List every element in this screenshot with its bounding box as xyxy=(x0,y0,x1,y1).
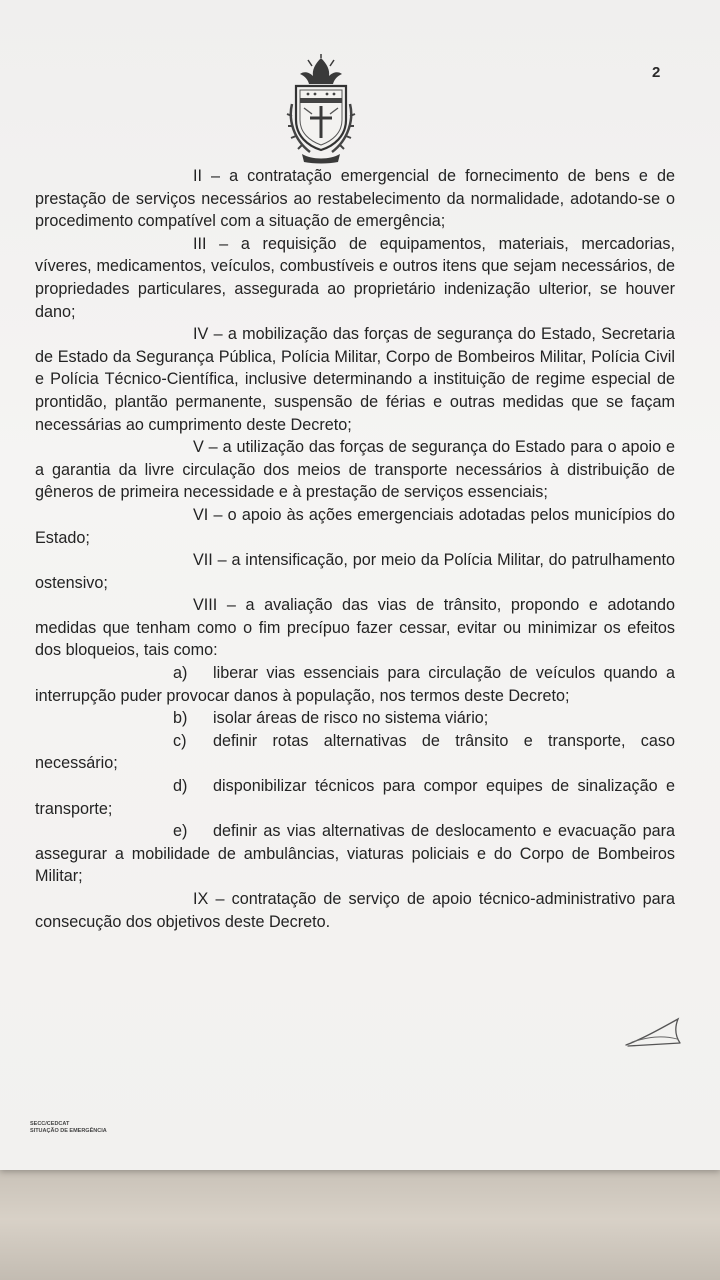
alinea-text: disponibilizar técnicos para compor equipes de sinalização e transporte; xyxy=(35,777,675,818)
state-coat-of-arms-icon xyxy=(282,54,360,164)
inciso-vi: VI – o apoio às ações emergenciais adotadas pelos municípios do Estado; xyxy=(35,505,675,547)
inciso-viii: VIII – a avaliação das vias de trânsito, propondo e adotando medidas que tenham como o fim precípuo fazer cessar, evitar ou minimizar os efeitos dos bloqueios, tais como: xyxy=(35,596,675,660)
handwritten-initial-icon xyxy=(622,1015,686,1051)
alinea-label: a) xyxy=(173,664,188,683)
inciso-ii: II – a contratação emergencial de fornecimento de bens e de prestação de serviços necessários ao restabelecimento da normalidade, adotando-se o procedimento compatível com a situação de emergência; xyxy=(35,167,675,231)
document-footer xyxy=(30,1121,107,1135)
alinea-text: definir as vias alternativas de deslocamento e evacuação para assegurar a mobilidade de ambulâncias, viaturas policiais e do Corpo de Bombeiros Militar; xyxy=(35,822,675,886)
alinea-label: d) xyxy=(173,777,188,796)
alinea-text: liberar vias essenciais para circulação de veículos quando a interrupção puder provocar danos à população, nos termos deste Decreto; xyxy=(35,664,675,705)
alinea-b xyxy=(35,707,675,730)
alinea-label: e) xyxy=(173,822,188,841)
inciso-ix: IX – contratação de serviço de apoio técnico-administrativo para consecução dos objetivos deste Decreto. xyxy=(35,890,675,931)
alinea-e xyxy=(35,820,675,888)
inciso-v: V – a utilização das forças de segurança do Estado para o apoio e a garantia da livre circulação dos meios de transporte necessários à distribuição de gêneros de primeira necessidade e à prestação de serviços essenciais; xyxy=(35,438,675,502)
inciso-iii: III – a requisição de equipamentos, materiais, mercadorias, víveres, medicamentos, veículos, combustíveis e outros itens que sejam necessários, de propriedades particulares, assegurada ao proprietário indenização ulterior, se houver dano; xyxy=(35,234,675,321)
inciso-vii: VII – a intensificação, por meio da Polícia Militar, do patrulhamento ostensivo; xyxy=(35,551,675,592)
alinea-label: c) xyxy=(173,731,187,750)
alinea-d xyxy=(35,775,675,820)
page-number: 2 xyxy=(652,64,661,81)
alinea-label: b) xyxy=(173,709,188,728)
decree-body xyxy=(35,165,675,933)
alinea-c xyxy=(35,730,675,775)
alinea-text: isolar áreas de risco no sistema viário; xyxy=(213,709,489,728)
alinea-text: definir rotas alternativas de trânsito e transporte, caso necessário; xyxy=(35,731,675,773)
footer-code: SECC/CEDCAT xyxy=(30,1121,70,1127)
footer-subject: SITUAÇÃO DE EMERGÊNCIA xyxy=(30,1128,107,1134)
background-fabric xyxy=(0,1170,720,1280)
inciso-iv: IV – a mobilização das forças de segurança do Estado, Secretaria de Estado da Segurança Pública, Polícia Militar, Corpo de Bombeiros Militar, Polícia Civil e Polícia Técnico-Científica, inclusive determinando a instituição de regime especial de prontidão, plantão permanente, suspensão de férias e outras medidas que se façam necessárias ao cumprimento deste Decreto; xyxy=(35,325,675,434)
alinea-a xyxy=(35,662,675,707)
